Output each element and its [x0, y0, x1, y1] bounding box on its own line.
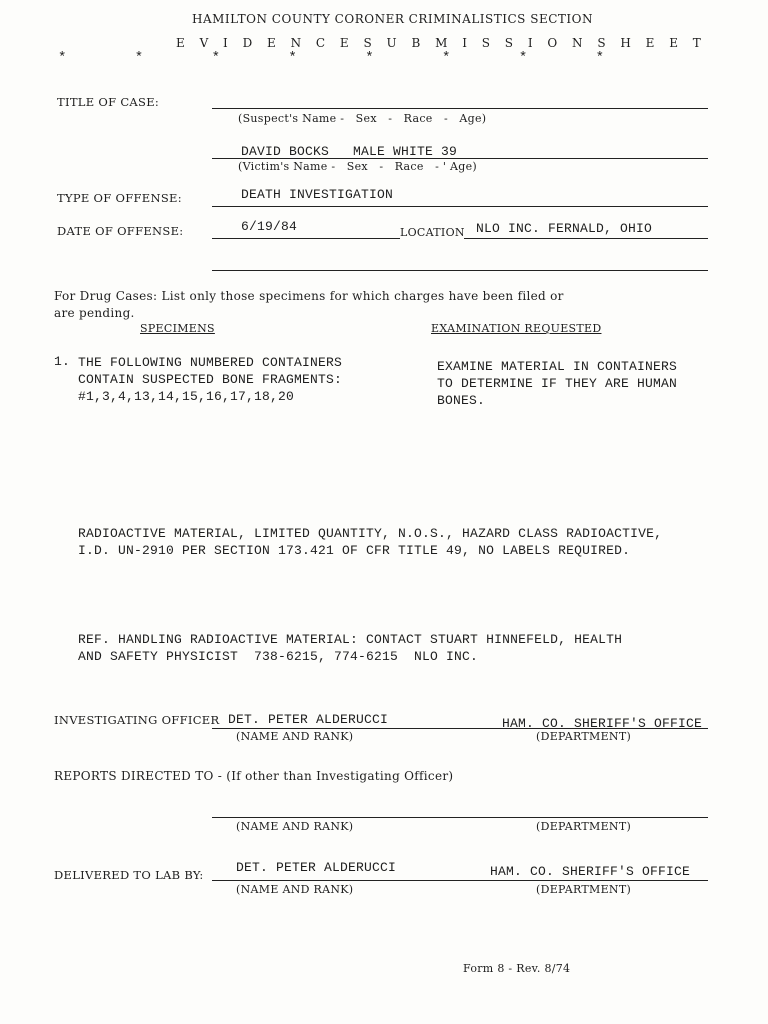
type-of-offense-value: DEATH INVESTIGATION — [241, 187, 394, 202]
specimens-heading: SPECIMENS — [140, 322, 215, 335]
investigating-dept-caption: (DEPARTMENT) — [536, 730, 632, 743]
form-title: E V I D E N C E S U B M I S S I O N S H E E T — [176, 36, 707, 50]
delivered-by-department: HAM. CO. SHERIFF'S OFFICE — [490, 864, 691, 879]
victim-line — [212, 158, 708, 159]
title-of-case-label: TITLE OF CASE: — [57, 95, 160, 109]
form-number: Form 8 - Rev. 8/74 — [463, 962, 571, 975]
suspect-caption: (Suspect's Name - Sex - Race - Age) — [238, 112, 487, 125]
investigating-name-caption: (NAME AND RANK) — [236, 730, 354, 743]
form-agency-title: HAMILTON COUNTY CORONER CRIMINALISTICS SECTION — [192, 12, 593, 26]
location-value: NLO INC. FERNALD, OHIO — [476, 221, 653, 236]
drug-cases-note: For Drug Cases: List only those specimens for which charges have been filed or are pending. — [54, 289, 564, 320]
delivered-line — [212, 880, 708, 881]
location-line — [464, 238, 708, 239]
examination-heading: EXAMINATION REQUESTED — [431, 322, 602, 335]
delivered-name-caption: (NAME AND RANK) — [236, 883, 354, 896]
handling-note: REF. HANDLING RADIOACTIVE MATERIAL: CONTACT STUART HINNEFELD, HEALTH AND SAFETY PHYSICIST 738-6215, 774-6215 NLO INC. — [78, 632, 623, 664]
date-of-offense-label: DATE OF OFFENSE: — [57, 224, 184, 238]
examination-description: EXAMINE MATERIAL IN CONTAINERS TO DETERMINE IF THEY ARE HUMAN BONES. — [437, 359, 678, 408]
blank-line — [212, 270, 708, 271]
reports-directed-line — [212, 817, 708, 818]
delivered-to-lab-label: DELIVERED TO LAB BY: — [54, 868, 204, 882]
delivered-dept-caption: (DEPARTMENT) — [536, 883, 632, 896]
reports-name-caption: (NAME AND RANK) — [236, 820, 354, 833]
delivered-by-name: DET. PETER ALDERUCCI — [236, 860, 397, 875]
investigating-officer-label: INVESTIGATING OFFICER — [54, 713, 220, 727]
suspect-line — [212, 108, 708, 109]
header-star-row: * * * * * * * * — [58, 50, 605, 66]
reports-directed-label: REPORTS DIRECTED TO - (If other than Investigating Officer) — [54, 769, 454, 783]
investigating-officer-department: HAM. CO. SHERIFF'S OFFICE — [502, 716, 703, 731]
investigating-officer-name: DET. PETER ALDERUCCI — [228, 712, 389, 727]
date-of-offense-value: 6/19/84 — [241, 219, 298, 234]
victim-caption: (Victim's Name - Sex - Race - ' Age) — [238, 160, 478, 173]
date-of-offense-line — [212, 238, 400, 239]
radioactive-material-note: RADIOACTIVE MATERIAL, LIMITED QUANTITY, N.O.S., HAZARD CLASS RADIOACTIVE, I.D. UN-2910 PER SECTION 173.421 OF CFR TITLE 49, NO LABELS REQUIRED. — [78, 526, 663, 558]
victim-value: DAVID BOCKS MALE WHITE 39 — [241, 144, 458, 159]
location-label: LOCATION — [400, 226, 465, 239]
investigating-officer-line — [212, 728, 708, 729]
specimen-description: THE FOLLOWING NUMBERED CONTAINERS CONTAIN SUSPECTED BONE FRAGMENTS: #1,3,4,13,14,15,16,17,18,20 — [78, 355, 343, 404]
type-of-offense-line — [212, 206, 708, 207]
type-of-offense-label: TYPE OF OFFENSE: — [57, 191, 182, 205]
reports-dept-caption: (DEPARTMENT) — [536, 820, 632, 833]
item-number: 1. — [54, 354, 71, 369]
